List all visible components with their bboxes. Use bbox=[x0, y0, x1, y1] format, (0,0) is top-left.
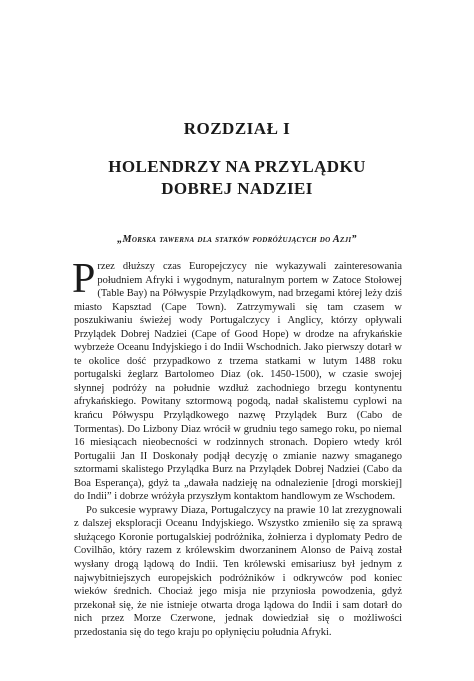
chapter-title-line-1: HOLENDRZY NA PRZYLĄDKU bbox=[108, 157, 366, 176]
epigraph: „Morska tawerna dla statków podróżujących do Azji” bbox=[117, 234, 357, 245]
paragraph-2-text: Po sukcesie wyprawy Diaza, Portugalczycy na prawie 10 lat zrezygnowali z dalszej eksploracji Oceanu Indyjskiego. Wszystko zmieniło się za sprawą służącego Koronie portugalskiej podróżnika, żołnierza i dyplomaty Pedro de Covilhão, który razem z królewskim dworzaninem Alonso de Paivą został wysłany drogą lądową do Indii. Ten królewski emisariusz był jednym z najwybitniejszych europejskich podróżników i odkrywców pod koniec wieków średnich. Chociaż jego misja nie przyniosła powodzenia, gdyż przekonał się, że nie istnieje otwarta droga lądowa do Indii i sam dotarł do nich przez Morze Czerwone, jednak dowiedział się o możliwości przedostania się do tego kraju po opłynięciu południa Afryki. bbox=[74, 504, 402, 638]
chapter-title-line-2: DOBREJ NADZIEI bbox=[161, 179, 313, 198]
body-text bbox=[72, 256, 402, 639]
paragraph-1-text: rzez dłuższy czas Europejczycy nie wykazywali zainteresowania południem Afryki i wygodnym, naturalnym portem w Zatoce Stołowej (Table Bay) na Półwyspie Przylądkowym, nad brzegami której leży dziś miasto Kapsztad (Cape Town). Zatrzymywali się tam czasem w poszukiwaniu świeżej wody Portugalczycy i Anglicy, którzy opływali Przylądek Dobrej Nadziei (Cape of Good Hope) w drodze na afrykańskie wybrzeże Oceanu Indyjskiego i do Indii Wschodnich. Jako pierwszy dotarł w te okolice dość przypadkowo z trzema statkami w lutym 1488 roku portugalski żeglarz Bartolomeo Diaz (ok. 1450-1500), w czasie swojej słynnej podróży na południe wzdłuż zachodniego brzegu kontynentu afrykańskiego. Powitany sztormową pogodą, nadał skalistemu cyplowi na krańcu Półwyspu Przylądkowego nazwę Przylądek Burz (Cabo de Tormentas). Do Lizbony Diaz wrócił w grudniu tego samego roku, po niemal 16 miesiącach nieobecności w rodzinnych stronach. Dopiero wtedy król Portugalii Jan II Doskonały podjął decyzję o zmianie nazwy smaganego sztormami skalistego Przylądka Burz na Przylądek Dobrej Nadziei (Cabo da Boa Esperança), gdyż ta „dawała nadzieję na odnalezienie [drogi morskiej] do Indii” i dobrze wróżyła przyszłym kontaktom handlowym ze Wschodem. bbox=[74, 261, 402, 503]
drop-cap: P bbox=[72, 256, 96, 302]
paragraph-1 bbox=[72, 256, 402, 504]
paragraph-2 bbox=[74, 504, 402, 639]
chapter-title bbox=[0, 156, 474, 200]
chapter-number: ROZDZIAŁ I bbox=[183, 119, 291, 138]
